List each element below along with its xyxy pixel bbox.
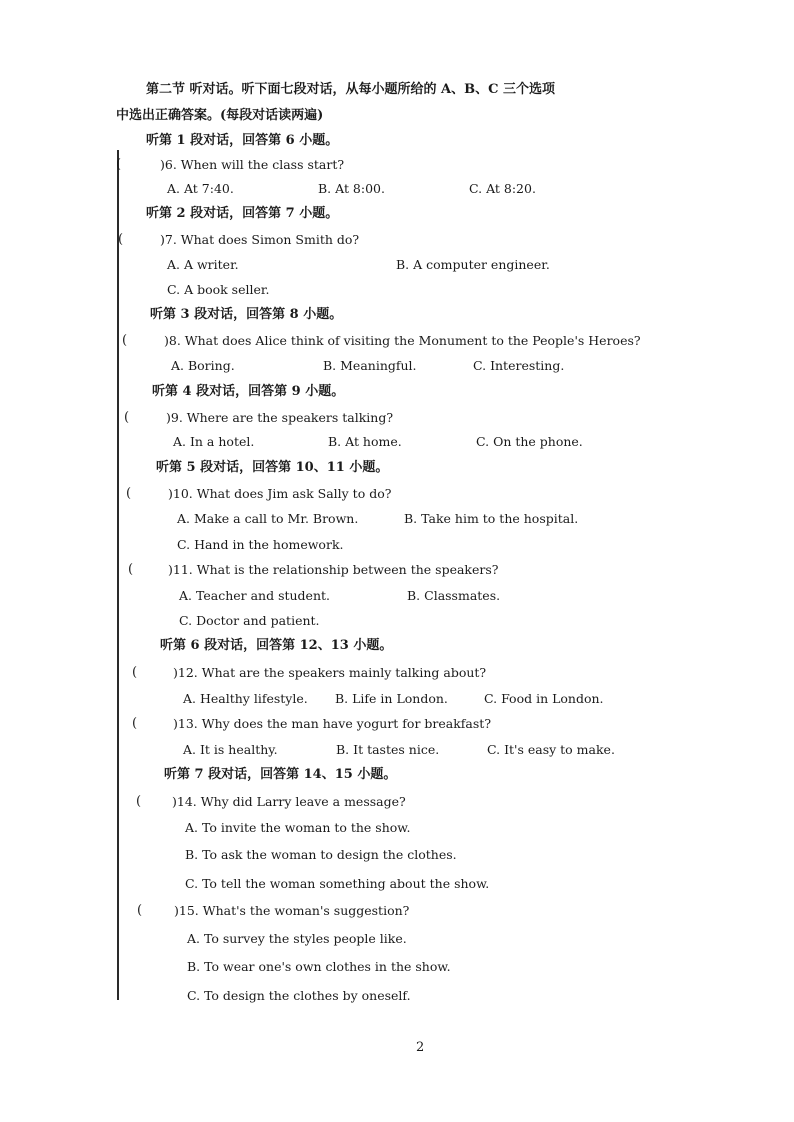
section-heading-1: 听第 1 段对话，回答第 6 小题。 [146, 133, 339, 148]
section-heading-5: 听第 5 段对话，回答第 10、11 小题。 [156, 460, 389, 475]
instruction-line-1: 第二节 听对话。听下面七段对话，从每小题所给的 A、B、C 三个选项 [146, 82, 555, 97]
q11-option-b: B. Classmates. [407, 588, 501, 603]
answer-paren: ( [132, 716, 138, 731]
question-15: )15. What's the woman's suggestion? [174, 903, 410, 918]
question-10: )10. What does Jim ask Sally to do? [168, 486, 392, 501]
answer-paren: ( [136, 794, 142, 809]
q10-option-b: B. Take him to the hospital. [404, 511, 579, 526]
q15-option-a: A. To survey the styles people like. [187, 931, 407, 946]
q14-option-a: A. To invite the woman to the show. [185, 820, 411, 835]
q8-option-a: A. Boring. [171, 358, 235, 373]
section-heading-6: 听第 6 段对话，回答第 12、13 小题。 [160, 638, 393, 653]
q12-option-b: B. Life in London. [335, 691, 448, 706]
q7-option-b: B. A computer engineer. [396, 257, 550, 272]
answer-paren: ( [126, 486, 132, 501]
q12-option-a: A. Healthy lifestyle. [183, 691, 308, 706]
answer-paren: ( [124, 410, 130, 425]
q11-option-c: C. Doctor and patient. [179, 613, 320, 628]
question-11: )11. What is the relationship between the speakers? [168, 562, 499, 577]
q9-option-b: B. At home. [328, 434, 402, 449]
question-6: )6. When will the class start? [160, 157, 345, 172]
answer-paren: ( [137, 903, 143, 918]
answer-paren: ( [128, 562, 134, 577]
question-14: )14. Why did Larry leave a message? [172, 794, 406, 809]
answer-paren: ( [132, 665, 138, 680]
q15-option-b: B. To wear one's own clothes in the show. [187, 959, 451, 974]
question-9: )9. Where are the speakers talking? [166, 410, 394, 425]
q15-option-c: C. To design the clothes by oneself. [187, 988, 411, 1003]
q13-option-b: B. It tastes nice. [336, 742, 440, 757]
q9-option-a: A. In a hotel. [173, 434, 255, 449]
section-heading-2: 听第 2 段对话，回答第 7 小题。 [146, 206, 339, 221]
q8-option-b: B. Meaningful. [323, 358, 417, 373]
q6-option-a: A. At 7:40. [167, 181, 234, 196]
q6-option-c: C. At 8:20. [469, 181, 536, 196]
question-8: )8. What does Alice think of visiting the Monument to the People's Heroes? [164, 333, 641, 348]
q10-option-c: C. Hand in the homework. [177, 537, 344, 552]
question-13: )13. Why does the man have yogurt for breakfast? [173, 716, 492, 731]
q9-option-c: C. On the phone. [476, 434, 583, 449]
q7-option-a: A. A writer. [167, 257, 239, 272]
q7-option-c: C. A book seller. [167, 282, 270, 297]
q10-option-a: A. Make a call to Mr. Brown. [177, 511, 359, 526]
q6-option-b: B. At 8:00. [318, 181, 385, 196]
q11-option-a: A. Teacher and student. [179, 588, 331, 603]
section-heading-3: 听第 3 段对话，回答第 8 小题。 [150, 307, 343, 322]
answer-paren: ( [118, 232, 124, 247]
question-7: )7. What does Simon Smith do? [160, 232, 360, 247]
page-number: 2 [416, 1040, 425, 1055]
q14-option-b: B. To ask the woman to design the clothes. [185, 847, 457, 862]
section-heading-7: 听第 7 段对话，回答第 14、15 小题。 [164, 767, 397, 782]
q13-option-c: C. It's easy to make. [487, 742, 615, 757]
q13-option-a: A. It is healthy. [183, 742, 278, 757]
question-12: )12. What are the speakers mainly talking about? [173, 665, 487, 680]
q12-option-c: C. Food in London. [484, 691, 604, 706]
q14-option-c: C. To tell the woman something about the show. [185, 876, 490, 891]
margin-line [116, 150, 122, 1000]
instruction-line-2: 中选出正确答案。(每段对话读两遍) [116, 108, 324, 123]
q8-option-c: C. Interesting. [473, 358, 565, 373]
answer-paren: ( [122, 333, 128, 348]
answer-paren: ( [116, 157, 122, 172]
section-heading-4: 听第 4 段对话，回答第 9 小题。 [152, 384, 345, 399]
